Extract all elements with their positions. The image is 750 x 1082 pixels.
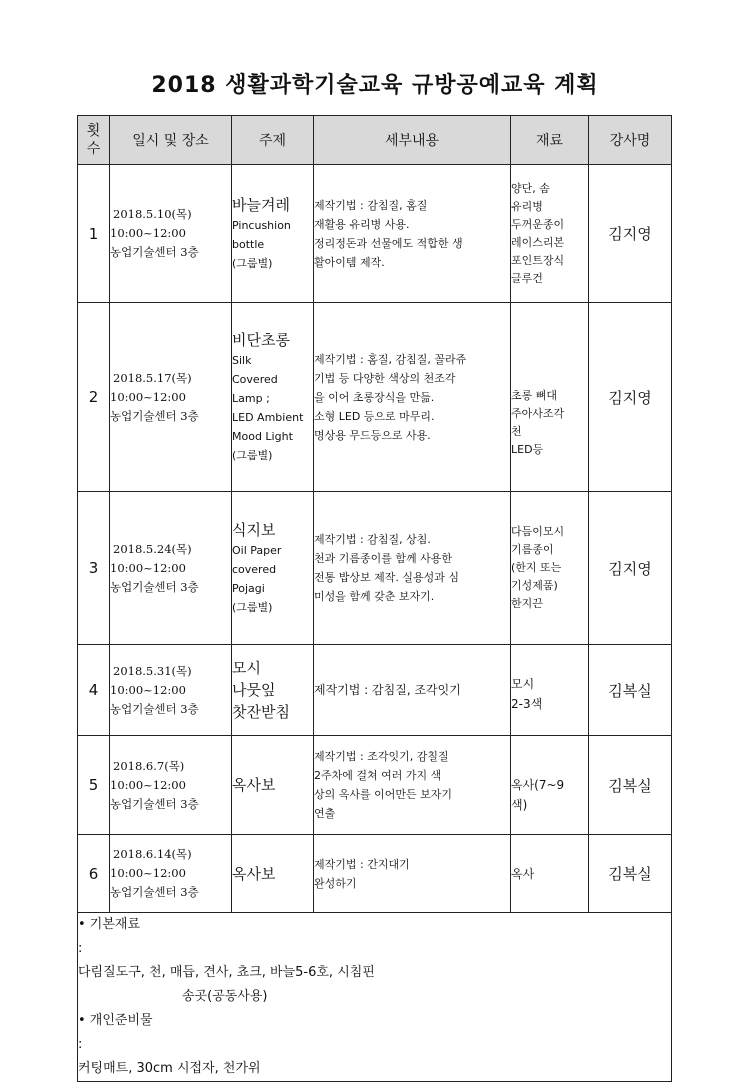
session-detail: 제작기법 : 홈질, 감침질, 꼴라쥬 기법 등 다양한 색상의 천조각 을 이어 초롱장식을 만듦. 소형 LED 등으로 마무리. 명상용 무드등으로 사용.	[314, 303, 511, 492]
topic-korean: 나뭇잎	[232, 681, 276, 699]
session-instructor: 김지영	[589, 492, 672, 645]
session-date: 2018.5.17(목)	[113, 370, 192, 385]
session-detail: 제작기법 : 간지대기 완성하기	[314, 835, 511, 913]
session-materials: 옥사	[511, 835, 589, 913]
table-row	[78, 736, 672, 835]
topic-english: Oil Paper	[232, 544, 282, 557]
session-when	[110, 165, 232, 303]
topic-english: bottle	[232, 238, 265, 251]
session-time: 10:00~12:00	[110, 682, 186, 697]
topic-english: LED Ambient	[232, 411, 304, 424]
session-when	[110, 835, 232, 913]
table-row	[78, 492, 672, 645]
schedule-table	[77, 115, 672, 1082]
session-number: 3	[78, 492, 110, 645]
session-topic	[232, 835, 314, 913]
session-materials: 모시 2-3색	[511, 645, 589, 736]
session-instructor: 김복실	[589, 736, 672, 835]
session-when	[110, 303, 232, 492]
session-time: 10:00~12:00	[110, 389, 186, 404]
session-place: 농업기술센터 3층	[110, 579, 199, 594]
header-instructor: 강사명	[589, 116, 672, 165]
session-materials: 옥사(7~9 색)	[511, 736, 589, 835]
topic-english: Pojagi	[232, 582, 265, 595]
session-time: 10:00~12:00	[110, 866, 186, 880]
session-instructor: 김복실	[589, 835, 672, 913]
notes-row	[78, 913, 672, 1082]
session-time: 10:00~12:00	[110, 560, 186, 575]
topic-korean: 옥사보	[232, 776, 276, 794]
session-number: 5	[78, 736, 110, 835]
session-date: 2018.6.7(목)	[113, 758, 185, 773]
topic-korean: 비단초롱	[232, 331, 290, 349]
header-row	[78, 116, 672, 165]
topic-korean: 모시	[232, 659, 261, 677]
materials-notes	[78, 913, 672, 1082]
topic-group: (그룹별)	[232, 601, 273, 614]
topic-korean: 바늘겨레	[232, 196, 290, 214]
session-number: 6	[78, 835, 110, 913]
session-place: 농업기술센터 3층	[110, 701, 199, 716]
session-place: 농업기술센터 3층	[110, 245, 199, 259]
session-date: 2018.5.10(목)	[113, 207, 192, 221]
personal-items-line: • 개인준비물 : 커팅매트, 30cm 시접자, 천가위	[78, 1013, 261, 1076]
session-number: 4	[78, 645, 110, 736]
page-title: 2018 생활과학기술교육 규방공예교육 계획	[151, 73, 599, 98]
topic-english: Covered	[232, 373, 278, 386]
header-materials: 재료	[511, 116, 589, 165]
session-when	[110, 645, 232, 736]
table-row	[78, 165, 672, 303]
topic-english: covered	[232, 563, 277, 576]
session-topic	[232, 303, 314, 492]
topic-korean: 옥사보	[232, 864, 276, 883]
session-when	[110, 736, 232, 835]
basic-materials-line: • 기본재료 : 다림질도구, 천, 매듭, 견사, 쵸크, 바늘5-6호, 시침핀	[78, 917, 375, 980]
session-instructor: 김지영	[589, 165, 672, 303]
session-materials: 초롱 뼈대 주아사조각 천 LED등	[511, 303, 589, 492]
header-when: 일시 및 장소	[110, 116, 232, 165]
header-detail: 세부내용	[314, 116, 511, 165]
table-row	[78, 645, 672, 736]
session-topic	[232, 165, 314, 303]
session-instructor: 김지영	[589, 303, 672, 492]
session-date: 2018.6.14(목)	[113, 847, 192, 861]
session-detail: 제작기법 : 감침질, 상침. 천과 기름종이를 함께 사용한 전통 밥상보 제작. 실용성과 심 미성을 함께 갖춘 보자기.	[314, 492, 511, 645]
session-when	[110, 492, 232, 645]
header-no: 횟 수	[78, 116, 110, 165]
session-detail: 제작기법 : 조각잇기, 감칠질 2주차에 걸쳐 여러 가지 색 상의 옥사를 이어만든 보자기 연출	[314, 736, 511, 835]
topic-group: (그룹별)	[232, 257, 273, 270]
header-topic: 주제	[232, 116, 314, 165]
session-detail: 제작기법 : 감침질, 조각잇기	[314, 645, 511, 736]
session-instructor: 김복실	[589, 645, 672, 736]
session-place: 농업기술센터 3층	[110, 796, 199, 811]
session-number: 1	[78, 165, 110, 303]
basic-materials-line2: 송곳(공동사용)	[182, 989, 268, 1004]
session-topic	[232, 736, 314, 835]
session-detail: 제작기법 : 감침질, 홈질 재활용 유리병 사용. 정리정돈과 선물에도 적합한 생 활아이템 제작.	[314, 165, 511, 303]
session-date: 2018.5.24(목)	[113, 541, 192, 556]
topic-english: Silk	[232, 354, 252, 367]
topic-english: Mood Light	[232, 430, 293, 443]
session-time: 10:00~12:00	[110, 777, 186, 792]
session-date: 2018.5.31(목)	[113, 663, 192, 678]
topic-korean: 찻잔받침	[232, 703, 290, 721]
session-place: 농업기술센터 3층	[110, 408, 199, 423]
topic-korean: 식지보	[232, 521, 276, 539]
session-materials: 다듬이모시 기름종이 (한지 또는 기성제품) 한지끈	[511, 492, 589, 645]
session-place: 농업기술센터 3층	[110, 885, 199, 899]
session-materials: 양단, 솜 유리병 두꺼운종이 레이스리본 포인트장식 글루건	[511, 165, 589, 303]
topic-english: Pincushion	[232, 219, 291, 232]
table-row	[78, 835, 672, 913]
table-row	[78, 303, 672, 492]
session-number: 2	[78, 303, 110, 492]
session-topic	[232, 492, 314, 645]
session-time: 10:00~12:00	[110, 226, 186, 240]
topic-english: Lamp ;	[232, 392, 270, 405]
session-topic	[232, 645, 314, 736]
topic-group: (그룹별)	[232, 449, 273, 462]
